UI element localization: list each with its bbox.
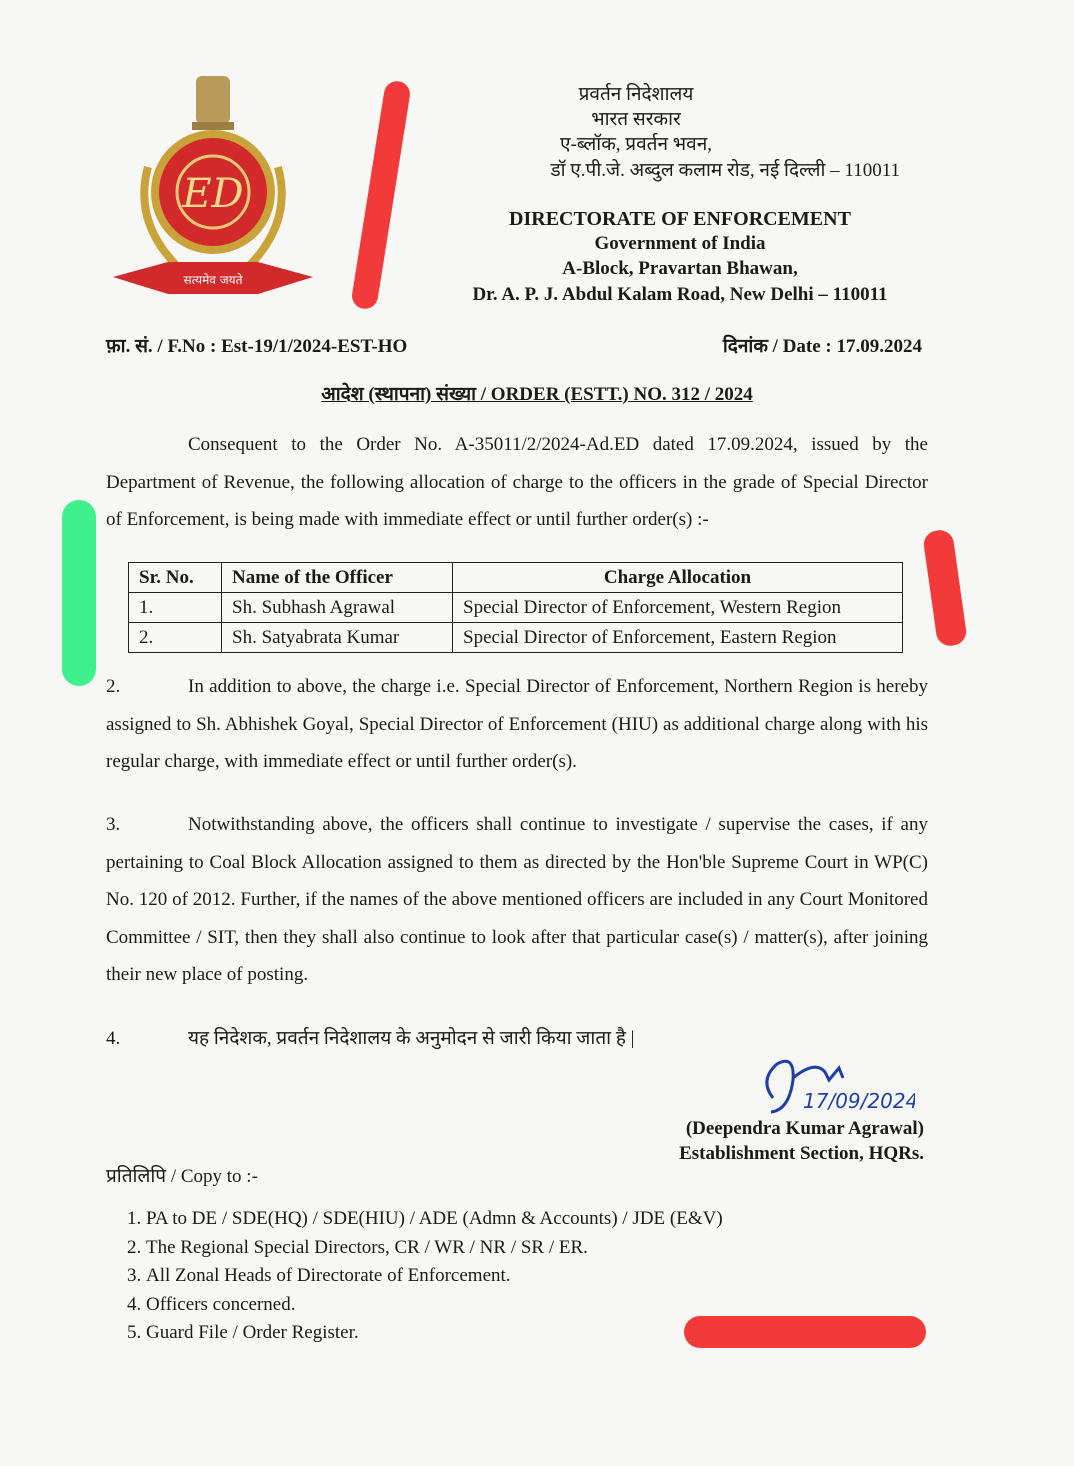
order-title-text: आदेश (स्थापना) संख्या / ORDER (ESTT.) NO. 312 / 2024 xyxy=(321,384,753,405)
handwritten-signature xyxy=(755,1050,915,1120)
emblem-initials: ED xyxy=(182,171,244,217)
header-hindi-govt: भारत सरकार xyxy=(591,109,681,130)
table-cell-srno: 2. xyxy=(129,623,222,653)
file-number: फ़ा. सं. / F.No : Est-19/1/2024-EST-HO xyxy=(106,336,408,357)
red-marker-stroke-top xyxy=(350,79,412,310)
table-header-row xyxy=(129,563,903,593)
paragraph-2-number: 2. xyxy=(106,676,121,697)
header-english-org: DIRECTORATE OF ENFORCEMENT xyxy=(509,208,851,230)
paragraph-1-text: Consequent to the Order No. A-35011/2/2024-Ad.ED dated 17.09.2024, issued by the Department of Revenue, the following allocation of charge to the officers in the grade of Special Director of Enforcement, is being made with immediate effect or until further order(s) :- xyxy=(106,434,928,530)
signatory-name: (Deependra Kumar Agrawal) xyxy=(685,1118,924,1139)
paragraph-3 xyxy=(106,806,928,994)
list-item: 4. Officers concerned. xyxy=(146,1291,723,1320)
table-cell-charge: Special Director of Enforcement, Western Region xyxy=(453,593,903,623)
signatory-block xyxy=(679,1116,924,1166)
paragraph-3-number: 3. xyxy=(106,814,121,835)
table-header-charge: Charge Allocation xyxy=(453,563,903,593)
emblem-motto: सत्यमेव जयते xyxy=(183,273,243,287)
table-cell-officer: Sh. Satyabrata Kumar xyxy=(222,623,453,653)
allocation-table xyxy=(128,562,903,653)
header-hindi-org: प्रवर्तन निदेशालय xyxy=(578,84,694,105)
table-cell-srno: 1. xyxy=(129,593,222,623)
list-item: 3. All Zonal Heads of Directorate of Enforcement. xyxy=(146,1262,723,1291)
table-header-officer: Name of the Officer xyxy=(222,563,453,593)
header-english-block: A-Block, Pravartan Bhawan, xyxy=(562,258,798,279)
order-title xyxy=(0,380,1074,406)
header-english-address: Dr. A. P. J. Abdul Kalam Road, New Delhi – 110011 xyxy=(472,284,888,305)
red-marker-stroke-right xyxy=(922,528,968,647)
paragraph-4-text: यह निदेशक, प्रवर्तन निदेशालय के अनुमोदन से जारी किया जाता है | xyxy=(188,1028,635,1049)
header-hindi-address: डॉ ए.पी.जे. अब्दुल कलाम रोड, नई दिल्ली – 110011 xyxy=(550,160,900,181)
signatory-designation: Establishment Section, HQRs. xyxy=(679,1143,924,1164)
paragraph-2-text: In addition to above, the charge i.e. Special Director of Enforcement, Northern Region is hereby assigned to Sh. Abhishek Goyal, Special Director of Enforcement (HIU) as additional charge along with his regular charge, with immediate effect or until further order(s). xyxy=(106,676,928,772)
paragraph-1 xyxy=(106,426,928,539)
paragraph-4-number: 4. xyxy=(106,1028,121,1049)
green-marker-stroke-left xyxy=(62,500,96,686)
list-item: 5. Guard File / Order Register. xyxy=(146,1319,723,1348)
header-english-govt: Government of India xyxy=(594,233,766,254)
order-date: दिनांक / Date : 17.09.2024 xyxy=(722,336,922,357)
header-hindi-block: ए-ब्लॉक, प्रवर्तन भवन, xyxy=(559,134,713,155)
table-row xyxy=(129,623,903,653)
copy-to-list xyxy=(110,1205,723,1348)
paragraph-3-text: Notwithstanding above, the officers shall continue to investigate / supervise the cases, if any pertaining to Coal Block Allocation assigned to them as directed by the Hon'ble Supreme Court in WP(C) No. 120 of 2012. Further, if the names of the above mentioned officers are included in any Court Monitored Committee / SIT, then they shall also continue to look after that particular case(s) / matter(s), after joining their new place of posting. xyxy=(106,814,928,985)
table-row xyxy=(129,593,903,623)
list-item: 2. The Regional Special Directors, CR / WR / NR / SR / ER. xyxy=(146,1234,723,1263)
table-cell-officer: Sh. Subhash Agrawal xyxy=(222,593,453,623)
table-cell-charge: Special Director of Enforcement, Eastern Region xyxy=(453,623,903,653)
signature-date: 17/09/2024 xyxy=(803,1089,915,1113)
paragraph-2 xyxy=(106,668,928,781)
table-header-srno: Sr. No. xyxy=(129,563,222,593)
list-item: 1. PA to DE / SDE(HQ) / SDE(HIU) / ADE (Admn & Accounts) / JDE (E&V) xyxy=(146,1205,723,1234)
ed-emblem-logo xyxy=(108,72,318,312)
copy-to-label: प्रतिलिपि / Copy to :- xyxy=(106,1166,258,1187)
